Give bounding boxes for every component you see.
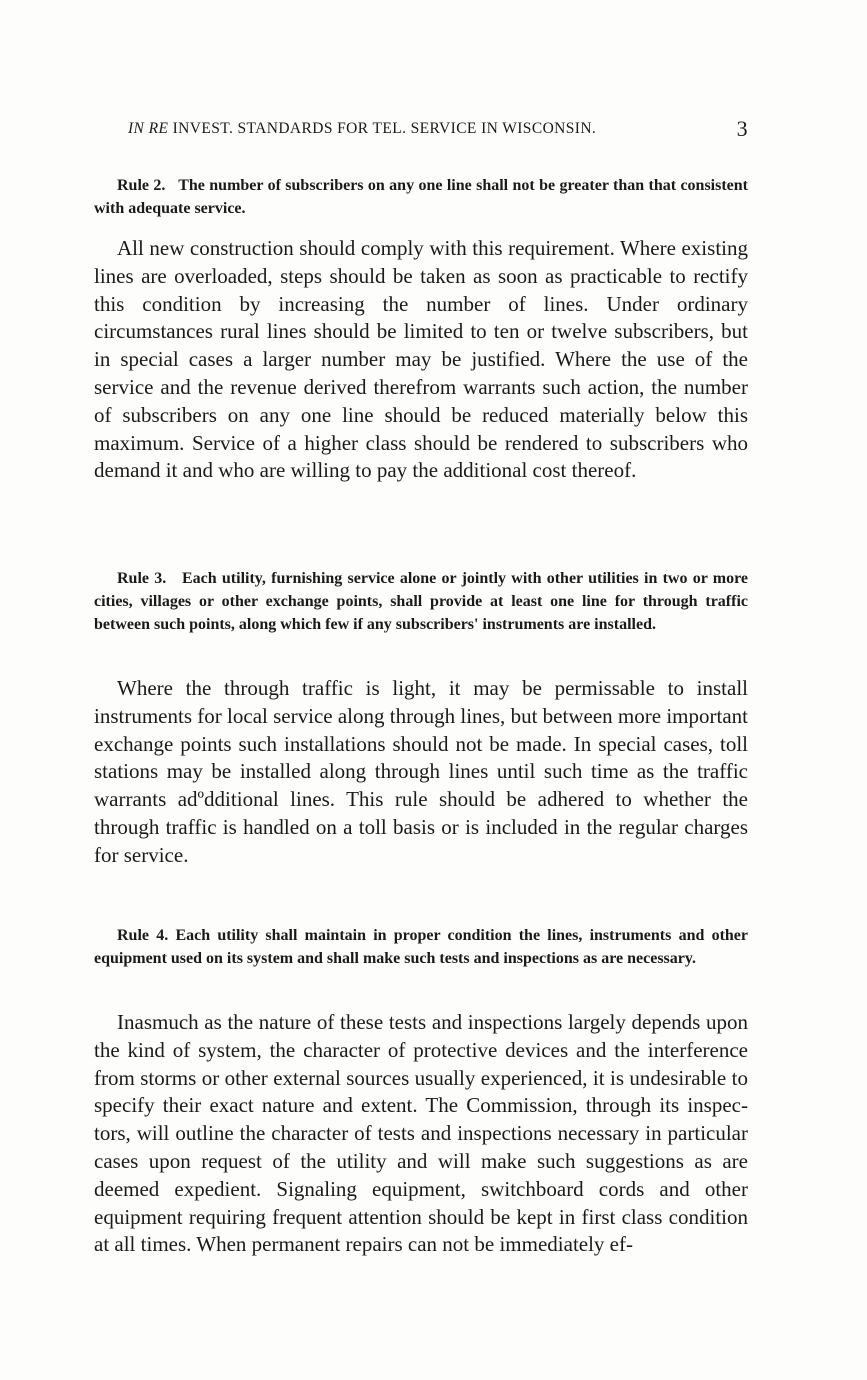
running-title-text: INVEST. STANDARDS FOR TEL. SERVICE IN WISCONSIN.: [172, 120, 597, 137]
page-number: 3: [736, 116, 748, 141]
rule-3-text: Each utility, furnishing service alone or jointly with other utilities in two or more cities, villages or other exchange points, shall provide at least one line for through traffic between such points, along which few if any subscribers' instruments are installed.: [94, 570, 749, 633]
rule-4-statement: [94, 924, 748, 970]
rule-2-text: The number of subscribers on any one line shall not be greater than that consistent with adequate service.: [94, 177, 749, 217]
running-title: [128, 120, 596, 138]
rule-2-statement: [94, 174, 748, 220]
running-header: [94, 116, 748, 142]
rule-3-statement: [94, 567, 748, 636]
rule-4-text: Each utility shall maintain in proper condition the lines, instruments and other equipment used on its system and shall make such tests and inspections as are necessary.: [94, 927, 749, 967]
rule-4-label: Rule 4.: [117, 927, 169, 944]
rule-3-paragraph: Where the through traffic is light, it may be permissable to install instruments for local service along through lines, but between more important exchange points such installations should not be made. In special cases, toll stations may be installed along through lines until such time as the traffic warrants adºdditional lines. This rule should be adhered to whether the through traffic is handled on a toll basis or is included in the regular charges for service.: [94, 676, 748, 867]
rule-4-paragraph: Inasmuch as the nature of these tests and inspections largely depends upon the kind of system, the character of protective devices and the interference from storms or other external sources usually experienced, it is undesirable to specify their exact nature and extent. The Commission, through its inspectors, will outline the character of tests and inspections necessary in particular cases upon request of the utility and will make such suggestions as are deemed expedient. Signaling equipment, switchboard cords and other equipment requiring frequent attention should be kept in first class condition at all times. When permanent repairs can not be immediately ef-: [94, 1010, 748, 1257]
running-title-italic: IN RE: [128, 120, 169, 137]
rule-3-label: Rule 3.: [117, 570, 167, 587]
rule-2-label: Rule 2.: [117, 177, 166, 194]
rule-2-paragraph: All new construction should comply with this requirement. Where existing lines are overloaded, steps should be taken as soon as practicable to rectify this condition by increasing the number of lines. Under ordinary circumstances rural lines should be limited to ten or twelve subscribers, but in special cases a larger number may be justified. Where the use of the service and the revenue derived therefrom warrants such action, the number of subscribers on any one line should be reduced materially below this maximum. Service of a higher class should be rendered to subscribers who demand it and who are willing to pay the additional cost thereof.: [94, 236, 748, 483]
